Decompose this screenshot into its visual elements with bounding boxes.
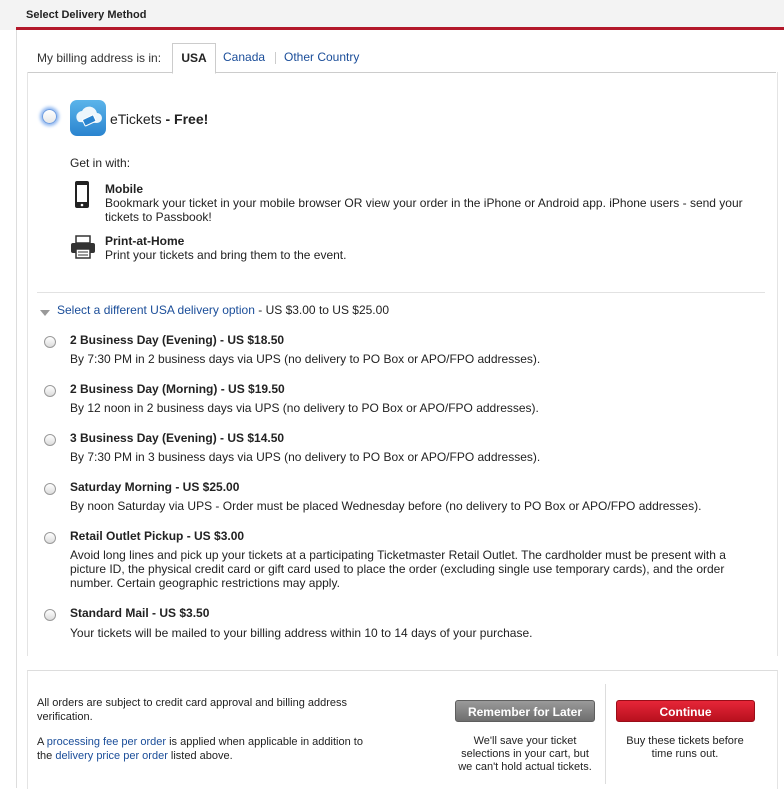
- option-radio-standard-mail[interactable]: [44, 609, 56, 621]
- option-title: 2 Business Day (Evening) - US $18.50: [70, 333, 285, 347]
- option-desc: By 7:30 PM in 2 business days via UPS (no delivery to PO Box or APO/FPO addresses).: [70, 352, 541, 366]
- option-desc: Your tickets will be mailed to your billing address within 10 to 14 days of your purchase.: [70, 626, 533, 640]
- option-title: Retail Outlet Pickup - US $3.00: [70, 529, 245, 543]
- tab-usa[interactable]: USA: [172, 43, 216, 74]
- option-radio-3day-evening[interactable]: [44, 434, 56, 446]
- tab-other-country[interactable]: Other Country: [284, 50, 360, 64]
- fee-text: is applied when applicable in addition to: [166, 736, 363, 748]
- option-desc-line: Avoid long lines and pick up your tickets at a participating Ticketmaster Retail Outlet. The cardholder must be present with a: [70, 548, 726, 562]
- etickets-radio[interactable]: [42, 109, 57, 124]
- remember-for-later-button[interactable]: Remember for Later: [455, 700, 595, 722]
- print-title: Print-at-Home: [105, 234, 185, 248]
- processing-fee-link[interactable]: processing fee per order: [46, 736, 167, 748]
- mobile-icon: [74, 180, 90, 213]
- approval-note-line1: All orders are subject to credit card approval and billing address: [37, 697, 347, 709]
- other-options-range: - US $3.00 to US $25.00: [254, 303, 389, 317]
- continue-button[interactable]: Continue: [616, 700, 755, 722]
- footer-separator: [605, 684, 606, 784]
- mobile-desc-line2: tickets to Passbook!: [105, 210, 212, 224]
- divider: [37, 292, 765, 293]
- option-desc: By 12 noon in 2 business days via UPS (no delivery to PO Box or APO/FPO addresses).: [70, 401, 539, 415]
- tab-canada[interactable]: Canada: [223, 50, 266, 64]
- printer-icon: [70, 234, 96, 263]
- mobile-desc-line1: Bookmark your ticket in your mobile browser OR view your order in the iPhone or Android app. iPhone users - send your: [105, 196, 743, 210]
- option-radio-saturday[interactable]: [44, 483, 56, 495]
- get-in-with-label: Get in with:: [70, 156, 131, 170]
- option-title: 2 Business Day (Morning) - US $19.50: [70, 382, 285, 396]
- chevron-down-icon[interactable]: [40, 306, 50, 320]
- option-desc-line: number. Certain geographic restrictions may apply.: [70, 576, 340, 590]
- remember-note-line: we can't hold actual tickets.: [458, 761, 592, 773]
- option-radio-2day-evening[interactable]: [44, 336, 56, 348]
- continue-note-line: time runs out.: [651, 748, 719, 760]
- etickets-name: eTickets: [110, 111, 162, 127]
- other-options-toggle[interactable]: [57, 303, 389, 317]
- option-title: Saturday Morning - US $25.00: [70, 480, 240, 494]
- option-title: Standard Mail - US $3.50: [70, 606, 210, 620]
- mobile-title: Mobile: [105, 182, 143, 196]
- etickets-price: - Free!: [161, 111, 209, 127]
- section-header: [0, 0, 784, 30]
- other-options-link[interactable]: Select a different USA delivery option: [57, 303, 255, 317]
- billing-label: My billing address is in:: [37, 51, 162, 65]
- tab-separator: [275, 52, 276, 64]
- remember-note: [440, 735, 610, 774]
- remember-note-line: We'll save your ticket: [473, 735, 577, 747]
- option-radio-retail[interactable]: [44, 532, 56, 544]
- continue-note-line: Buy these tickets before: [626, 735, 744, 747]
- approval-note-line2: verification.: [37, 711, 93, 723]
- option-desc: By noon Saturday via UPS - Order must be placed Wednesday before (no delivery to PO Box or APO/FPO addresses).: [70, 499, 702, 513]
- fee-text: the: [37, 750, 56, 762]
- option-desc-line: picture ID, the physical credit card or gift card used to place the order (excluding single use temporary cards), and the order: [70, 562, 725, 576]
- etickets-icon: [70, 100, 106, 136]
- option-desc: By 7:30 PM in 3 business days via UPS (no delivery to PO Box or APO/FPO addresses).: [70, 450, 541, 464]
- section-title: Select Delivery Method: [26, 9, 147, 21]
- billing-tabs: [27, 43, 776, 73]
- fee-text: listed above.: [167, 750, 233, 762]
- fee-note-line2: [37, 750, 233, 762]
- fee-text: A: [37, 736, 47, 748]
- option-title: 3 Business Day (Evening) - US $14.50: [70, 431, 285, 445]
- remember-note-line: selections in your cart, but: [461, 748, 589, 760]
- print-desc: Print your tickets and bring them to the event.: [105, 248, 347, 262]
- fee-note-line1: [37, 736, 363, 748]
- option-radio-2day-morning[interactable]: [44, 385, 56, 397]
- etickets-title: [110, 111, 208, 127]
- footer: [27, 670, 778, 789]
- delivery-price-link[interactable]: delivery price per order: [55, 750, 168, 762]
- continue-note: [610, 735, 760, 761]
